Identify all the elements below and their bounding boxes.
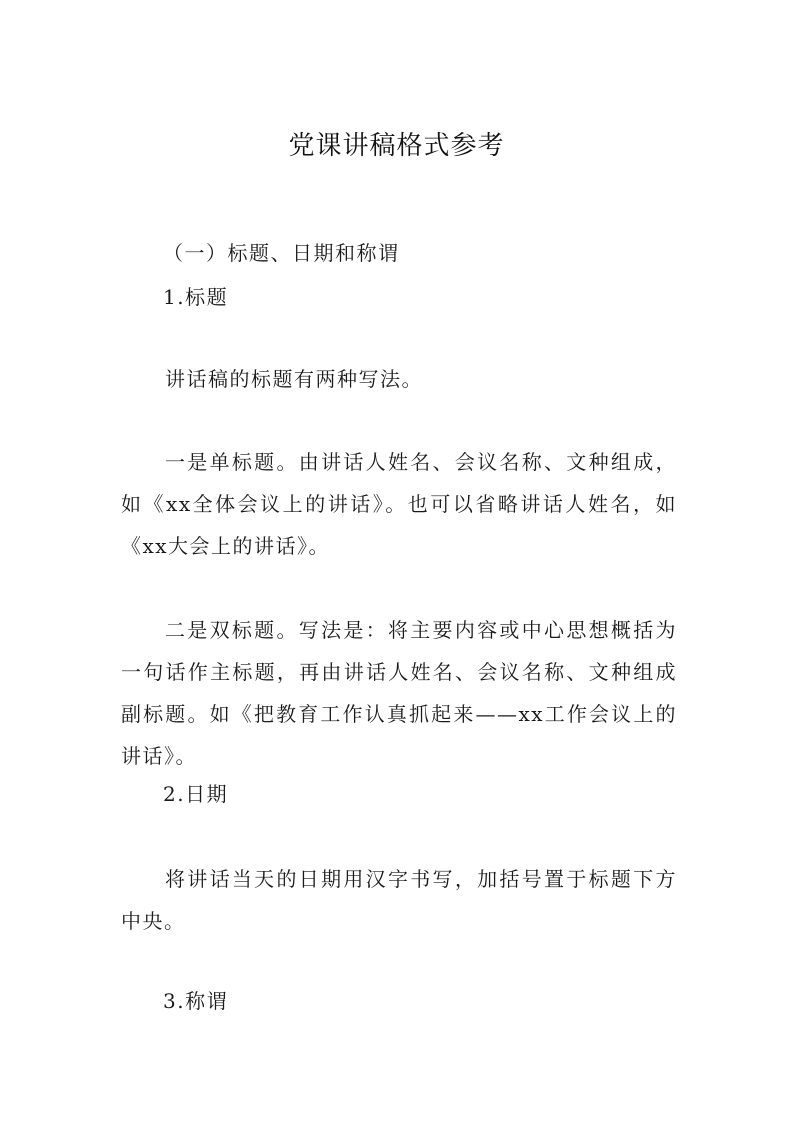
- subsection-heading-salutation: 3.称谓: [163, 989, 229, 1013]
- paragraph-double-title: 二是双标题。写法是：将主要内容或中心思想概括为一句话作主标题，再由讲话人姓名、会议名称、文种组成副标题。如《把教育工作认真抓起来——xx工作会议上的讲话》。: [121, 618, 677, 768]
- subsection-heading-title: 1.标题: [163, 285, 229, 309]
- document-title: 党课讲稿格式参考: [288, 131, 505, 161]
- section-heading: （一）标题、日期和称谓: [163, 241, 400, 265]
- paragraph-single-title: 一是单标题。由讲话人姓名、会议名称、文种组成，如《xx全体会议上的讲话》。也可以省略讲话人姓名，如《xx大会上的讲话》。: [121, 450, 677, 558]
- paragraph-date: 将讲话当天的日期用汉字书写，加括号置于标题下方中央。: [121, 867, 677, 933]
- paragraph-intro: 讲话稿的标题有两种写法。: [165, 367, 423, 391]
- subsection-heading-date: 2.日期: [163, 782, 229, 806]
